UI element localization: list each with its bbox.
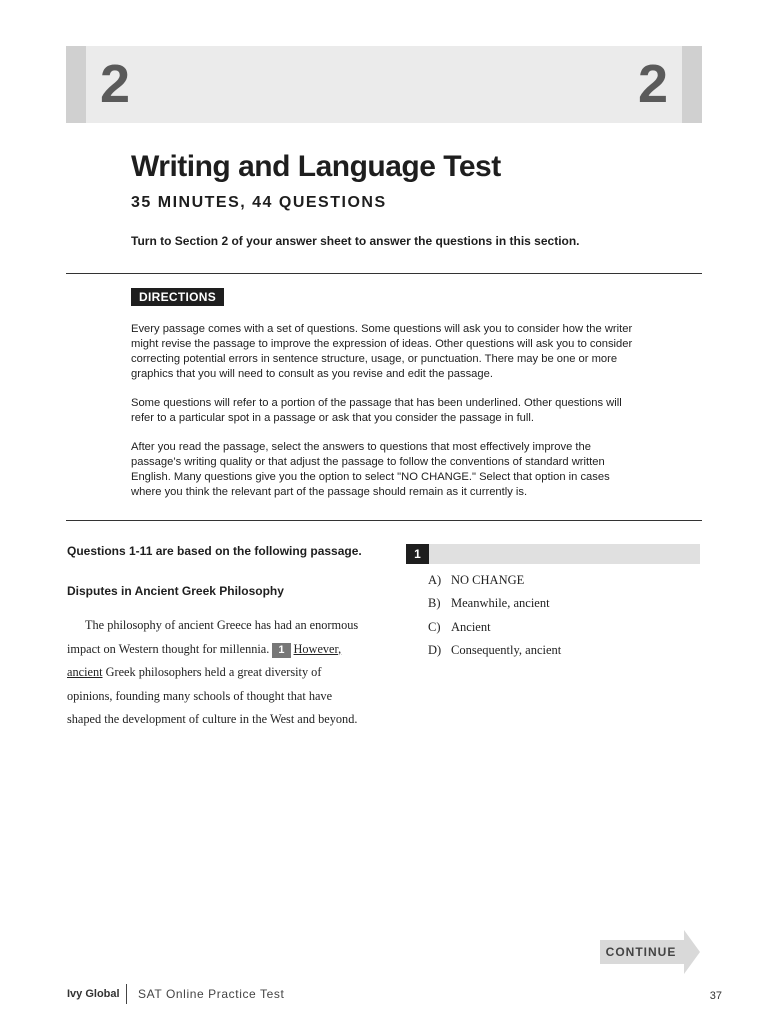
header-edge-left bbox=[66, 46, 86, 123]
directions-paragraph: After you read the passage, select the answers to questions that most effectively improve the passage’s writing quality or that adjust the passage to follow the conventions of standard written English. Many questions give you the option to select "NO CHANGE." Select that option in cases where you think the relevant part of the passage should remain as it currently is. bbox=[131, 441, 610, 498]
page-number: 37 bbox=[709, 990, 722, 1002]
continue-label: CONTINUE bbox=[605, 945, 677, 959]
answer-option-d[interactable] bbox=[428, 640, 561, 663]
directions-paragraph: Some questions will refer to a portion of the passage that has been underlined. Other questions will refer to a particular spot in a passage or ask that you consider the passage in full. bbox=[131, 397, 622, 424]
test-subtitle: 35 MINUTES, 44 QUESTIONS bbox=[131, 194, 387, 211]
option-letter: C) bbox=[428, 619, 441, 634]
passage-title: Disputes in Ancient Greek Philosophy bbox=[67, 584, 284, 598]
section-number-left: 2 bbox=[100, 54, 131, 114]
passage-text: Greek philosophers held a great diversity of opinions, founding many schools of thought that have shaped the development of culture in the West and beyond. bbox=[67, 665, 358, 726]
passage-body bbox=[67, 614, 362, 732]
option-text: NO CHANGE bbox=[451, 573, 525, 587]
questions-intro: Questions 1-11 are based on the following passage. bbox=[67, 544, 362, 558]
directions-paragraph: Every passage comes with a set of questions. Some questions will ask you to consider how the writer might revise the passage to improve the expression of ideas. Other questions will ask you to consider correcting potential errors in sentence structure, usage, or punctuation. There may be one or more graphics that you will need to consult as you revise and edit the passage. bbox=[131, 323, 633, 380]
passage-text: The philosophy of ancient Greece has had an enormous impact on Western thought for millennia. bbox=[67, 618, 359, 656]
answer-option-c[interactable] bbox=[428, 617, 561, 640]
underlined-phrase[interactable]: However, ancient bbox=[67, 641, 342, 679]
option-text: Consequently, ancient bbox=[451, 642, 562, 657]
answer-option-a[interactable] bbox=[428, 570, 561, 593]
option-letter: A) bbox=[428, 573, 442, 587]
option-letter: B) bbox=[428, 596, 441, 611]
divider-top bbox=[66, 273, 702, 274]
section-header-band bbox=[66, 46, 702, 123]
question-number: 1 bbox=[406, 544, 429, 564]
directions-label: DIRECTIONS bbox=[131, 288, 224, 306]
footer-document-title: SAT Online Practice Test bbox=[138, 987, 285, 1001]
divider-bottom bbox=[66, 520, 702, 521]
answer-option-b[interactable] bbox=[428, 593, 561, 616]
answer-options bbox=[428, 570, 561, 663]
header-edge-right bbox=[682, 46, 702, 123]
footer-separator bbox=[126, 984, 127, 1004]
section-instruction: Turn to Section 2 of your answer sheet to answer the questions in this section. bbox=[131, 234, 580, 248]
test-title: Writing and Language Test bbox=[131, 150, 501, 183]
option-letter: D) bbox=[428, 642, 442, 657]
question-header-bar bbox=[406, 544, 700, 564]
footer-brand: Ivy Global bbox=[67, 988, 120, 1000]
option-text: Meanwhile, ancient bbox=[451, 596, 550, 611]
question-marker[interactable]: 1 bbox=[272, 643, 290, 658]
continue-button[interactable] bbox=[600, 930, 700, 974]
section-number-right: 2 bbox=[637, 54, 668, 114]
option-text: Ancient bbox=[451, 619, 491, 634]
